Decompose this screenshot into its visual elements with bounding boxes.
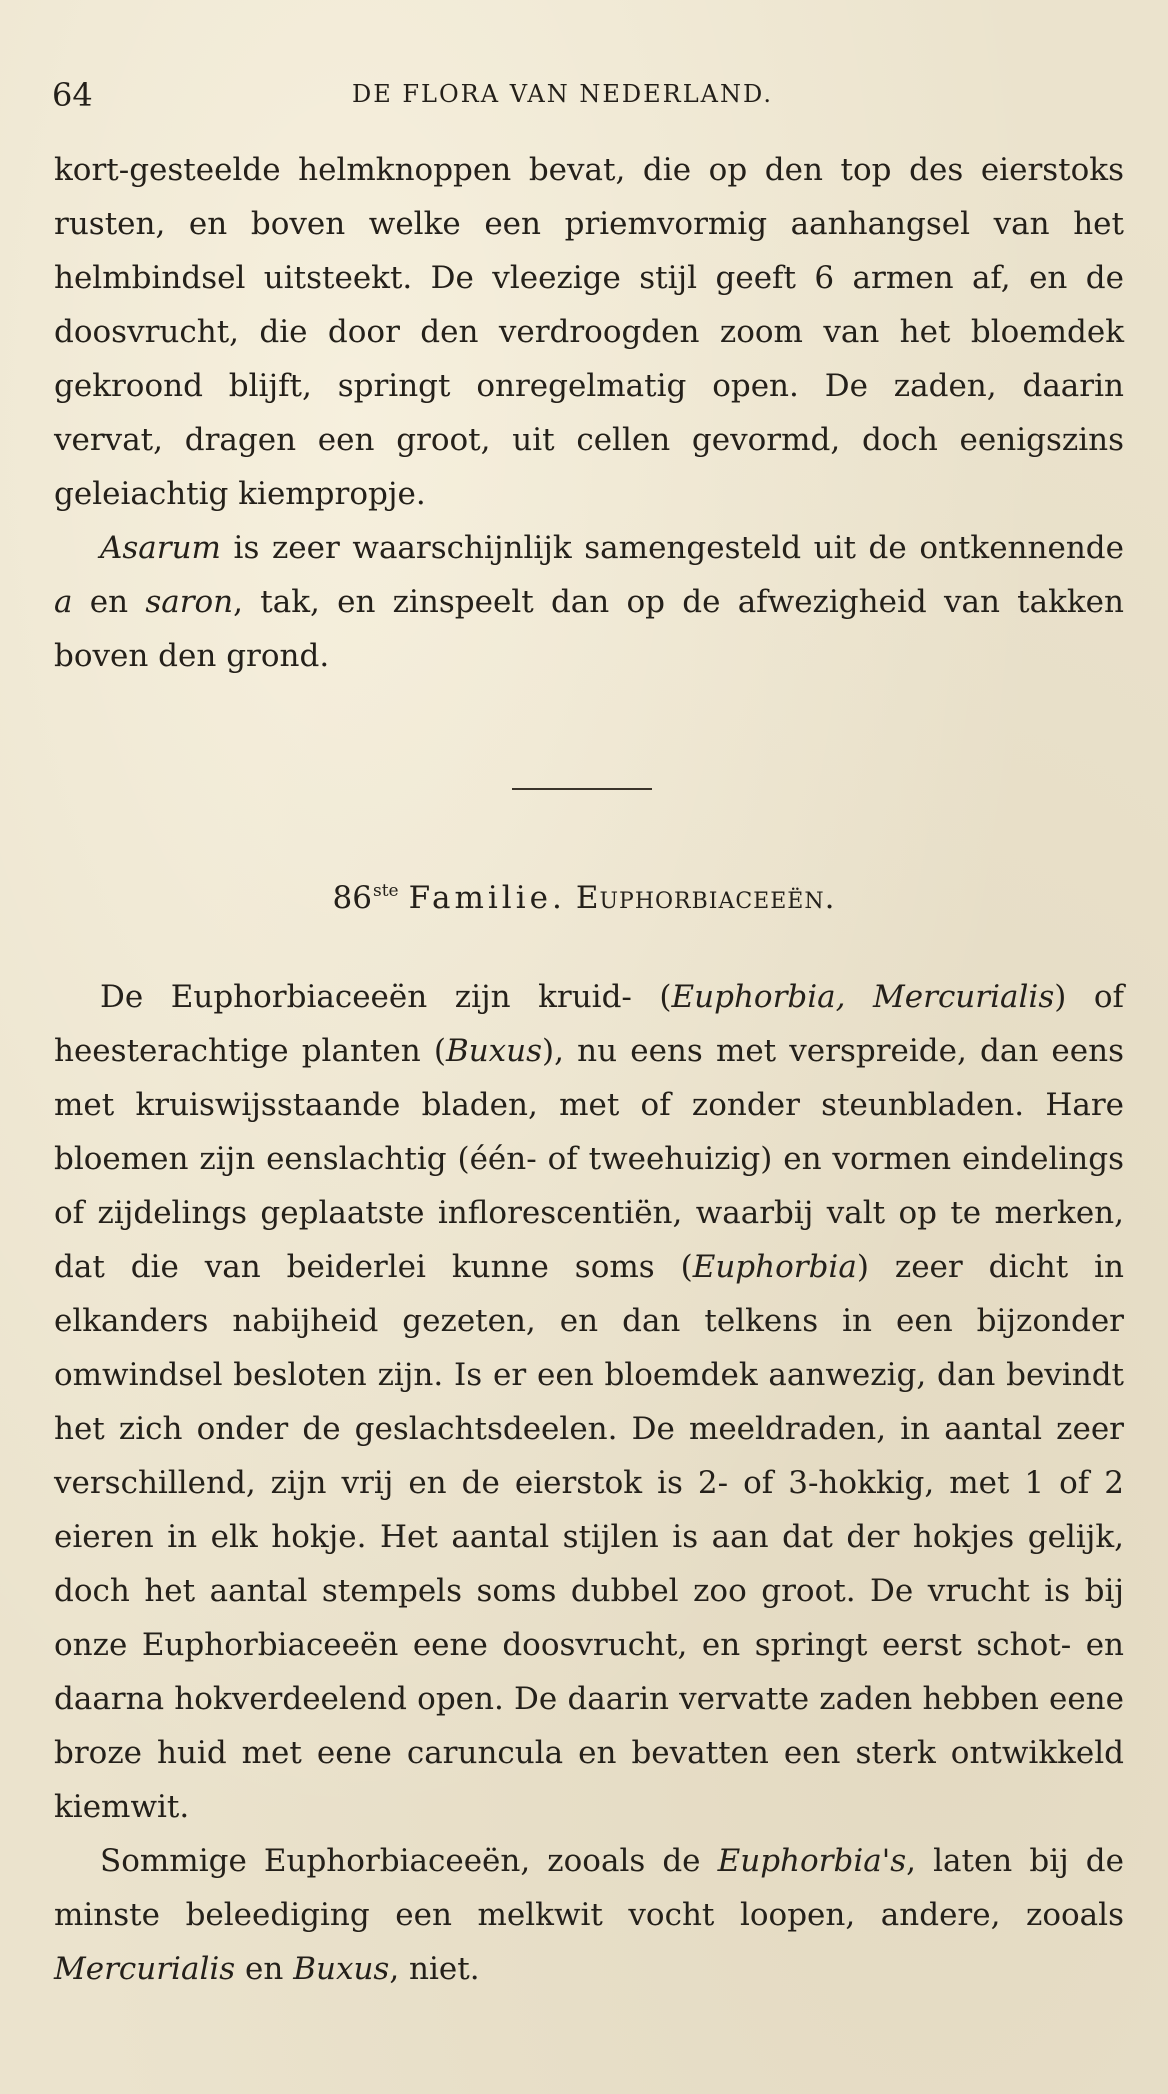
section-divider	[512, 788, 652, 790]
family-heading	[0, 880, 1168, 916]
italic-euphorbias: Euphorbia's	[717, 1843, 907, 1879]
text-run: en	[235, 1951, 294, 1987]
italic-asarum: Asarum	[100, 530, 221, 566]
italic-genera: Euphorbia, Mercurialis	[671, 979, 1055, 1015]
italic-buxus: Buxus	[293, 1951, 390, 1987]
paragraph-asarum-etymology	[54, 521, 1124, 683]
family-number	[333, 880, 399, 916]
text-run: ), nu eens met verspreide, dan eens met kruiswijsstaande bladen, met of zonder steunbladen. Hare bloemen zijn eenslachtig (één- of tweehuizig) en vormen eindelings of zijdelings geplaatste inflorescentiën, waarbij valt op te merken, dat die van beiderlei kunne soms (	[54, 1033, 1124, 1285]
paragraph-milky-sap	[54, 1834, 1124, 1996]
text-run: , tak, en zinspeelt dan op de afwezigheid van takken boven den grond.	[54, 584, 1124, 674]
running-head: DE FLORA VAN NEDERLAND.	[352, 80, 773, 108]
text-run: Sommige Euphorbiaceeën, zooals de	[100, 1843, 718, 1879]
paragraph-continued: kort-gesteelde helmknoppen bevat, die op den top des eierstoks rusten, en boven welke een priemvormig aanhangsel van het helmbindsel uitsteekt. De vleezige stijl geeft 6 armen af, en de doosvrucht, die door den verdroogden zoom van het bloemdek gekroond blijft, springt onregelmatig open. De zaden, daarin vervat, dragen een groot, uit cellen gevormd, doch eenigszins geleiachtig kiempropje.	[54, 152, 1124, 512]
paragraph-family-description	[54, 970, 1124, 1834]
text-run: is zeer waarschijnlijk samengesteld uit de ontkennende	[220, 530, 1124, 566]
italic-buxus: Buxus	[445, 1033, 543, 1069]
text-block-bottom	[54, 970, 1124, 1996]
text-block-top	[54, 143, 1124, 683]
italic-saron: saron	[145, 584, 234, 620]
family-word: Familie.	[408, 880, 566, 916]
family-number-value: 86	[332, 880, 372, 916]
family-number-suffix: ste	[372, 881, 399, 901]
text-run: ) zeer dicht in elkanders nabijheid gezeten, en dan telkens in een bijzonder omwindsel besloten zijn. Is er een bloemdek aanwezig, dan bevindt het zich onder de geslachtsdeelen. De meeldraden, in aantal zeer verschillend, zijn vrij en de eierstok is 2- of 3-hokkig, met 1 of 2 eieren in elk hokje. Het aantal stijlen is aan dat der hokjes gelijk, doch het aantal stempels soms dubbel zoo groot. De vrucht is bij onze Euphorbiaceeën eene doosvrucht, en springt eerst schot- en daarna hokverdeelend open. De daarin vervatte zaden hebben eene broze huid met eene caruncula en bevatten een sterk ontwikkeld kiemwit.	[54, 1249, 1124, 1825]
text-run: , laten bij de minste beleediging een melkwit vocht loopen, andere, zooals	[54, 1843, 1124, 1933]
text-run: De Euphorbiaceeën zijn kruid- (	[100, 979, 672, 1015]
italic-a: a	[54, 584, 73, 620]
page-header	[52, 70, 1122, 120]
italic-euphorbia: Euphorbia	[692, 1249, 857, 1285]
page-number: 64	[52, 76, 93, 114]
family-name: Euphorbiaceeën.	[575, 880, 836, 916]
text-run: en	[72, 584, 146, 620]
text-run: , niet.	[389, 1951, 480, 1987]
text-run: ) of heesterachtige planten (	[54, 979, 1124, 1069]
italic-mercurialis: Mercurialis	[54, 1951, 236, 1987]
